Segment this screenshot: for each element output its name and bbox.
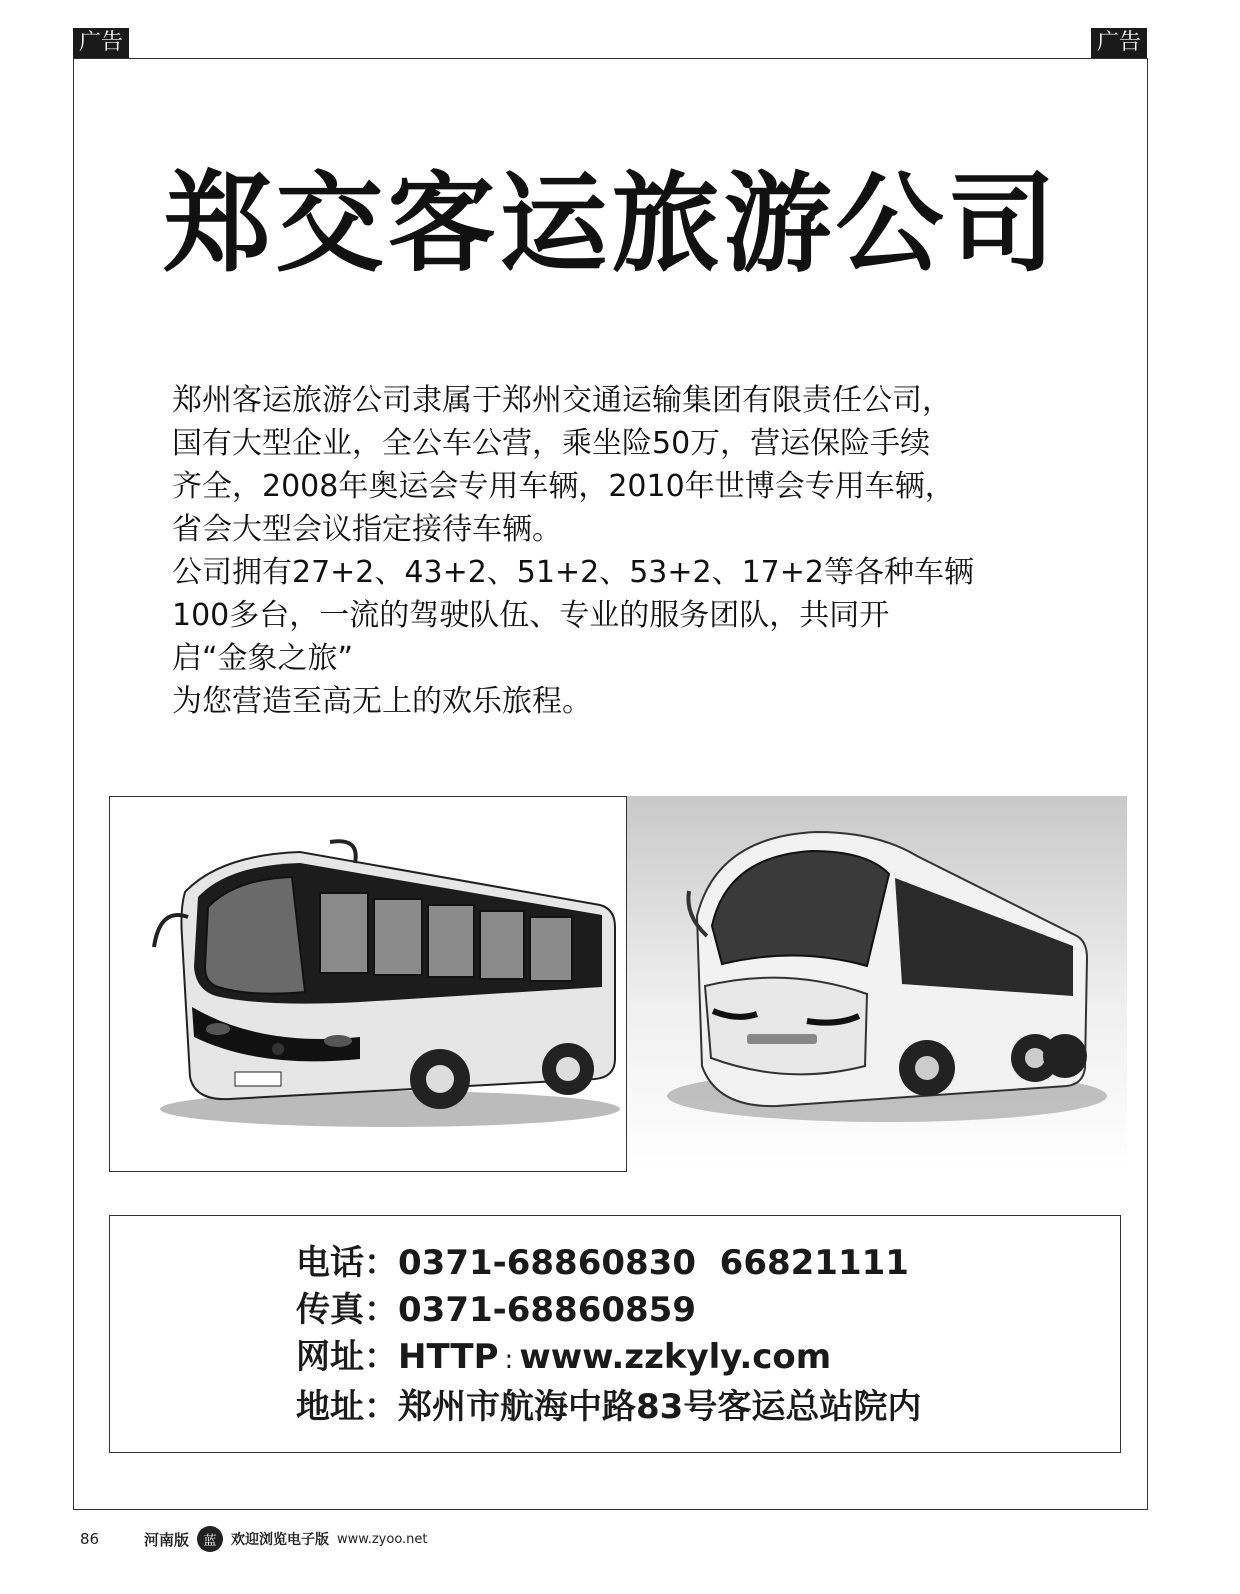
- phone-line: [296, 1240, 921, 1287]
- page-number: 86: [80, 1530, 100, 1548]
- contact-box: [109, 1215, 1121, 1453]
- coach-bus-illustration: [627, 796, 1127, 1172]
- contact-lines: [296, 1240, 921, 1431]
- intro-line: 齐全，2008年奥运会专用车辆，2010年世博会专用车辆，: [172, 469, 955, 504]
- intro-line: 为您营造至高无上的欢乐旅程。: [172, 684, 592, 719]
- page-footer: [80, 1524, 428, 1554]
- intro-text: [172, 379, 1072, 723]
- bus-photos: [109, 796, 1127, 1172]
- intro-line: 公司拥有27+2、43+2、51+2、53+2、17+2等各种车辆: [172, 555, 974, 590]
- intro-line: 省会大型会议指定接待车辆。: [172, 512, 562, 547]
- ad-tag-right: 广告: [1091, 28, 1147, 58]
- address-value: 郑州市航海中路83号客运总站院内: [398, 1387, 922, 1427]
- website-line: [296, 1334, 921, 1384]
- intro-line: 郑州客运旅游公司隶属于郑州交通运输集团有限责任公司，: [172, 383, 952, 418]
- city-bus-photo: [109, 796, 627, 1172]
- fax-line: [296, 1287, 921, 1334]
- address-label: 地址：: [296, 1387, 398, 1427]
- ad-tag-left: 广告: [73, 28, 129, 58]
- edition-label: 河南版: [144, 1530, 190, 1549]
- coach-bus-photo: [627, 796, 1127, 1172]
- footer-site-link[interactable]: www.zyoo.net: [337, 1531, 428, 1547]
- brand-logo-icon: 蓝: [197, 1526, 223, 1552]
- address-line: [296, 1384, 921, 1431]
- intro-line: 100多台，一流的驾驶队伍、专业的服务团队，共同开: [172, 598, 890, 633]
- fax-value: 0371-68860859: [398, 1290, 696, 1330]
- intro-line: 启“金象之旅”: [172, 641, 354, 676]
- website-prefix: HTTP: [398, 1337, 499, 1377]
- phone-label: 电话：: [296, 1243, 398, 1283]
- city-bus-illustration: [110, 797, 627, 1172]
- website-separator: :: [504, 1345, 514, 1375]
- ad-headline: 郑交客运旅游公司: [163, 162, 1060, 287]
- intro-line: 国有大型企业，全公车公营，乘坐险50万，营运保险手续: [172, 426, 931, 461]
- ad-frame: [73, 58, 1148, 1510]
- fax-label: 传真：: [296, 1290, 398, 1330]
- welcome-text: 欢迎浏览电子版: [231, 1532, 330, 1548]
- phone-value: 0371-68860830 66821111: [398, 1243, 909, 1283]
- website-value[interactable]: www.zzkyly.com: [519, 1337, 832, 1377]
- website-label: 网址：: [296, 1337, 398, 1377]
